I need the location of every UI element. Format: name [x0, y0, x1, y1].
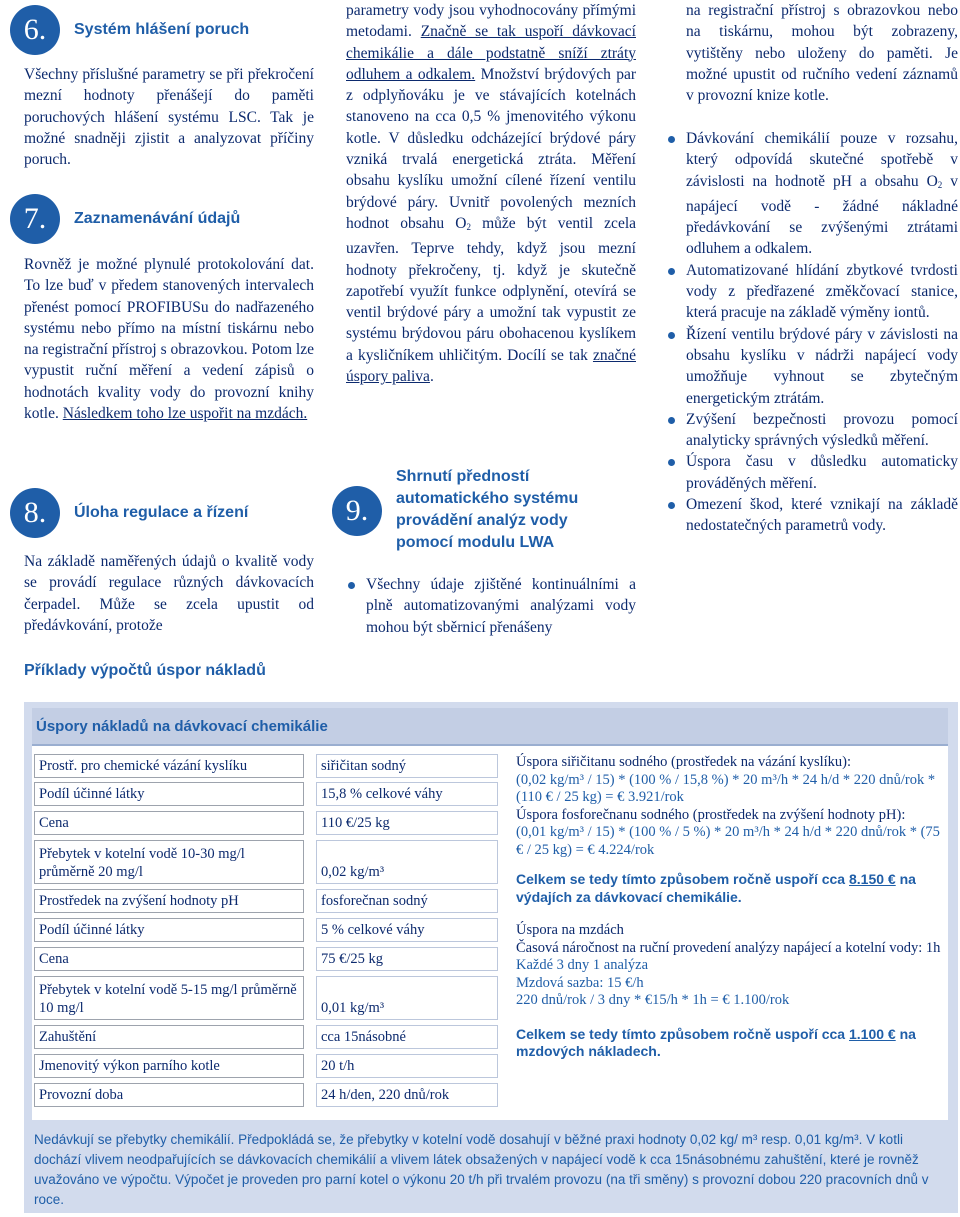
panel-title: Úspory nákladů na dávkovací chemikálie	[32, 708, 948, 746]
section-6-text: Všechny příslušné parametry se při překročení mezní hodnoty přenášejí do paměti poruchových hlášení systému LSC. Tak je možné snadněji zjistit a analyzovat příčiny poruch.	[24, 66, 314, 169]
list-item: Omezení škod, které vznikají na základě nedostatečných parametrů vody.	[666, 494, 958, 537]
calc-line: (0,02 kg/m³ / 15) * (100 % / 15,8 %) * 20 m³/h * 24 h/d * 220 dnů/rok * (110 € / 25 kg) = € 3.921/rok	[516, 771, 936, 805]
calc-line: 220 dnů/rok / 3 dny * €15/h * 1h = € 1.100/rok	[516, 992, 790, 1008]
table-row	[32, 976, 498, 1020]
calc-line: (0,01 kg/m³ / 15) * (100 % / 5 %) * 20 m³/h * 24 h/d * 220 dnů/rok * (75 € / 25 kg) = € 4.224/rok	[516, 824, 940, 858]
calc-line: Úspora siřičitanu sodného (prostředek na vázání kyslíku):	[516, 754, 852, 770]
row-value: 75 €/25 kg	[316, 947, 498, 971]
list-item	[666, 128, 958, 260]
column-2-paragraph	[346, 0, 636, 387]
row-value: 0,02 kg/m³	[316, 840, 498, 884]
calculation-text	[516, 754, 946, 1061]
table-row	[32, 918, 498, 942]
row-value: 20 t/h	[316, 1054, 498, 1078]
list-item-continued: na registrační přístroj s obrazovkou nebo na tiskárnu, mohou být zobrazeny, vytištěny nebo uloženy do paměti. Je možné upustit od ručního vedení záznamů v provozní knize kotle.	[686, 2, 958, 105]
examples-heading: Příklady výpočtů úspor nákladů	[24, 662, 266, 679]
table-row	[32, 754, 498, 778]
row-label: Přebytek v kotelní vodě 5-15 mg/l průměrně 10 mg/l	[34, 976, 304, 1020]
row-label: Podíl účinné látky	[34, 918, 304, 942]
section-title: Úloha regulace a řízení	[74, 504, 249, 521]
total-text: Celkem se tedy tímto způsobem ročně uspoří cca	[516, 871, 846, 887]
total-text: na mzdových nákladech.	[516, 1025, 916, 1059]
total-amount: 8.150 €	[849, 871, 896, 887]
paragraph-text: Rovněž je možné plynulé protokolování dat. To lze buď v předem stanovených intervalech přenést pomocí PROFIBUSu do nadřazeného systému nebo přímo na místní tiskárnu nebo na registrační přístroj s obrazovkou. Potom lze vypustit ruční měření a vedení zápisů o hodnotách kvality vody do provozní knihy kotle.	[24, 256, 314, 423]
row-value: 5 % celkové váhy	[316, 918, 498, 942]
calc-line: Mzdová sazba: 15 €/h	[516, 974, 644, 991]
list-item-text: Dávkování chemikálií pouze v rozsahu, který odpovídá skutečné spotřebě v závislosti na hodnotě pH a obsahu O	[686, 130, 958, 190]
section-8-header	[10, 488, 248, 538]
row-value: 0,01 kg/m³	[316, 976, 498, 1020]
row-label: Prostředek na zvýšení hodnoty pH	[34, 889, 304, 913]
section-number: 7.	[10, 194, 60, 244]
underlined-text: značné úspory paliva	[346, 346, 636, 386]
section-6-header	[10, 5, 249, 55]
row-value: siřičitan sodný	[316, 754, 498, 778]
row-value: cca 15násobné	[316, 1025, 498, 1049]
calc-line: Každé 3 dny 1 analýza	[516, 957, 649, 973]
section-number: 8.	[10, 488, 60, 538]
paragraph-text: může být ventil zcela uzavřen. Teprve tehdy, když jsou mezní hodnoty překročeny, tj. když je skutečně zapotřebí využít funkce odplynění, otevírá se ventil brýdové páry a umožní tak vypustit ze systému brýdovou páru obohacenou kyslíkem a kysličníkem uhličitým. Docílí se tak	[346, 214, 637, 364]
chemicals-total	[516, 871, 946, 906]
savings-table	[32, 746, 948, 1120]
section-number: 9.	[332, 486, 382, 536]
footnote: Nedávkují se přebytky chemikálií. Předpokládá se, že přebytky v kotelní vodě dosahují v běžné praxi hodnoty 0,02 kg/ m³ resp. 0,01 kg/m³. V kotli dochází vlivem neodpařujících se dávkovacích chemikálií a vlivem látek obsažených v napájecí vodě k cca 15násobnému zahuštění, které je rovněž uvažováno ve výpočtu. Výpočet je proveden pro parní kotel o výkonu 20 t/h při trvalém provozu (na tři směny) s provozní dobou 220 pracovních dnů v roce.	[34, 1132, 929, 1207]
section-title: Systém hlášení poruch	[74, 21, 250, 38]
subscript: 2	[937, 179, 943, 190]
row-label: Podíl účinné látky	[34, 782, 304, 806]
benefits-list	[346, 574, 636, 638]
section-7-text	[24, 254, 314, 424]
calc-line: Úspora fosforečnanu sodného (prostředek na zvýšení hodnoty pH):	[516, 806, 906, 823]
list-item: Všechny údaje zjištěné kontinuálními a plně automatizovanými analýzami vody mohou být sběrnicí přenášeny	[346, 574, 636, 638]
row-value: 15,8 % celkové váhy	[316, 782, 498, 806]
row-label: Prostř. pro chemické vázání kyslíku	[34, 754, 304, 778]
section-title: Zaznamenávání údajů	[74, 210, 241, 227]
list-item-text: v napájecí vodě - žádné nákladné předávkování se zvýšenými ztrátami odluhem a odkalem.	[686, 172, 959, 258]
row-value: 110 €/25 kg	[316, 811, 498, 835]
list-item: Automatizované hlídání zbytkové tvrdosti vody z předřazené změkčovací stanice, která pracuje na základě výměny iontů.	[666, 260, 958, 324]
section-7-header	[10, 194, 240, 244]
list-item: Zvýšení bezpečnosti provozu pomocí analyticky správných výsledků měření.	[666, 409, 958, 452]
benefits-list-continued	[666, 128, 958, 537]
subscript: 2	[466, 221, 471, 232]
paragraph-text: parametry vody jsou vyhodnocovány přímými metodami.	[346, 2, 636, 41]
row-value: 24 h/den, 220 dnů/rok	[316, 1083, 498, 1107]
savings-panel	[24, 702, 958, 1213]
row-value: fosforečnan sodný	[316, 889, 498, 913]
list-item: Řízení ventilu brýdové páry v závislosti na obsahu kyslíku v nádrži napájecí vody umožňuje vyhnout se zbytečným energetickým ztrátám.	[666, 324, 958, 409]
paragraph-text: Množství brýdových par z odplyňováku je ve stávajících kotelnách stanoveno na cca 0,5 % jmenovitého výkonu kotle. V důsledku odcházející brýdové páry vzniká trvalá energetická ztráta. Měření obsahu kyslíku umožní cílené řízení ventilu brýdové páry. Uvnitř povolených mezních hodnot obsahu O	[346, 65, 637, 232]
underlined-text: Značně se tak uspoří dávkovací chemikálie a dále podstatně sníží ztráty odluhem a odkalem.	[346, 23, 636, 83]
total-text: Celkem se tedy tímto způsobem ročně uspoří cca	[516, 1025, 846, 1042]
row-label: Cena	[34, 947, 304, 971]
calc-line: Časová náročnost na ruční provedení analýzy napájecí a kotelní vody: 1h	[516, 939, 941, 956]
row-label: Přebytek v kotelní vodě 10-30 mg/l průměrně 20 mg/l	[34, 840, 304, 884]
table-row	[32, 782, 498, 806]
punctuation: .	[429, 368, 434, 386]
section-8-text: Na základě naměřených údajů o kvalitě vody se provádí regulace různých dávkovacích čerpadel. Může se zcela upustit od předávkování, protože	[24, 553, 314, 634]
table-row	[32, 811, 498, 835]
table-row	[32, 889, 498, 913]
table-row	[32, 947, 498, 971]
total-amount: 1.100 €	[849, 1025, 896, 1042]
underlined-text: Následkem toho lze uspořit na mzdách.	[62, 405, 308, 423]
table-row	[32, 1054, 498, 1078]
list-item: Úspora času v důsledku automaticky prováděných měření.	[666, 451, 958, 494]
row-label: Zahuštění	[34, 1025, 304, 1049]
section-number: 6.	[10, 5, 60, 55]
row-label: Cena	[34, 811, 304, 835]
table-row	[32, 840, 498, 884]
table-row	[32, 1025, 498, 1049]
calc-line: Úspora na mzdách	[516, 922, 624, 938]
total-text: na výdajích za dávkovací chemikálie.	[516, 871, 916, 905]
table-row	[32, 1083, 498, 1107]
row-label: Provozní doba	[34, 1083, 304, 1107]
row-label: Jmenovitý výkon parního kotle	[34, 1054, 304, 1078]
section-title: Shrnutí předností automatického systému provádění analýz vody pomocí modulu LWA	[396, 468, 579, 551]
wages-total	[516, 1026, 946, 1061]
section-9-header	[332, 466, 596, 554]
